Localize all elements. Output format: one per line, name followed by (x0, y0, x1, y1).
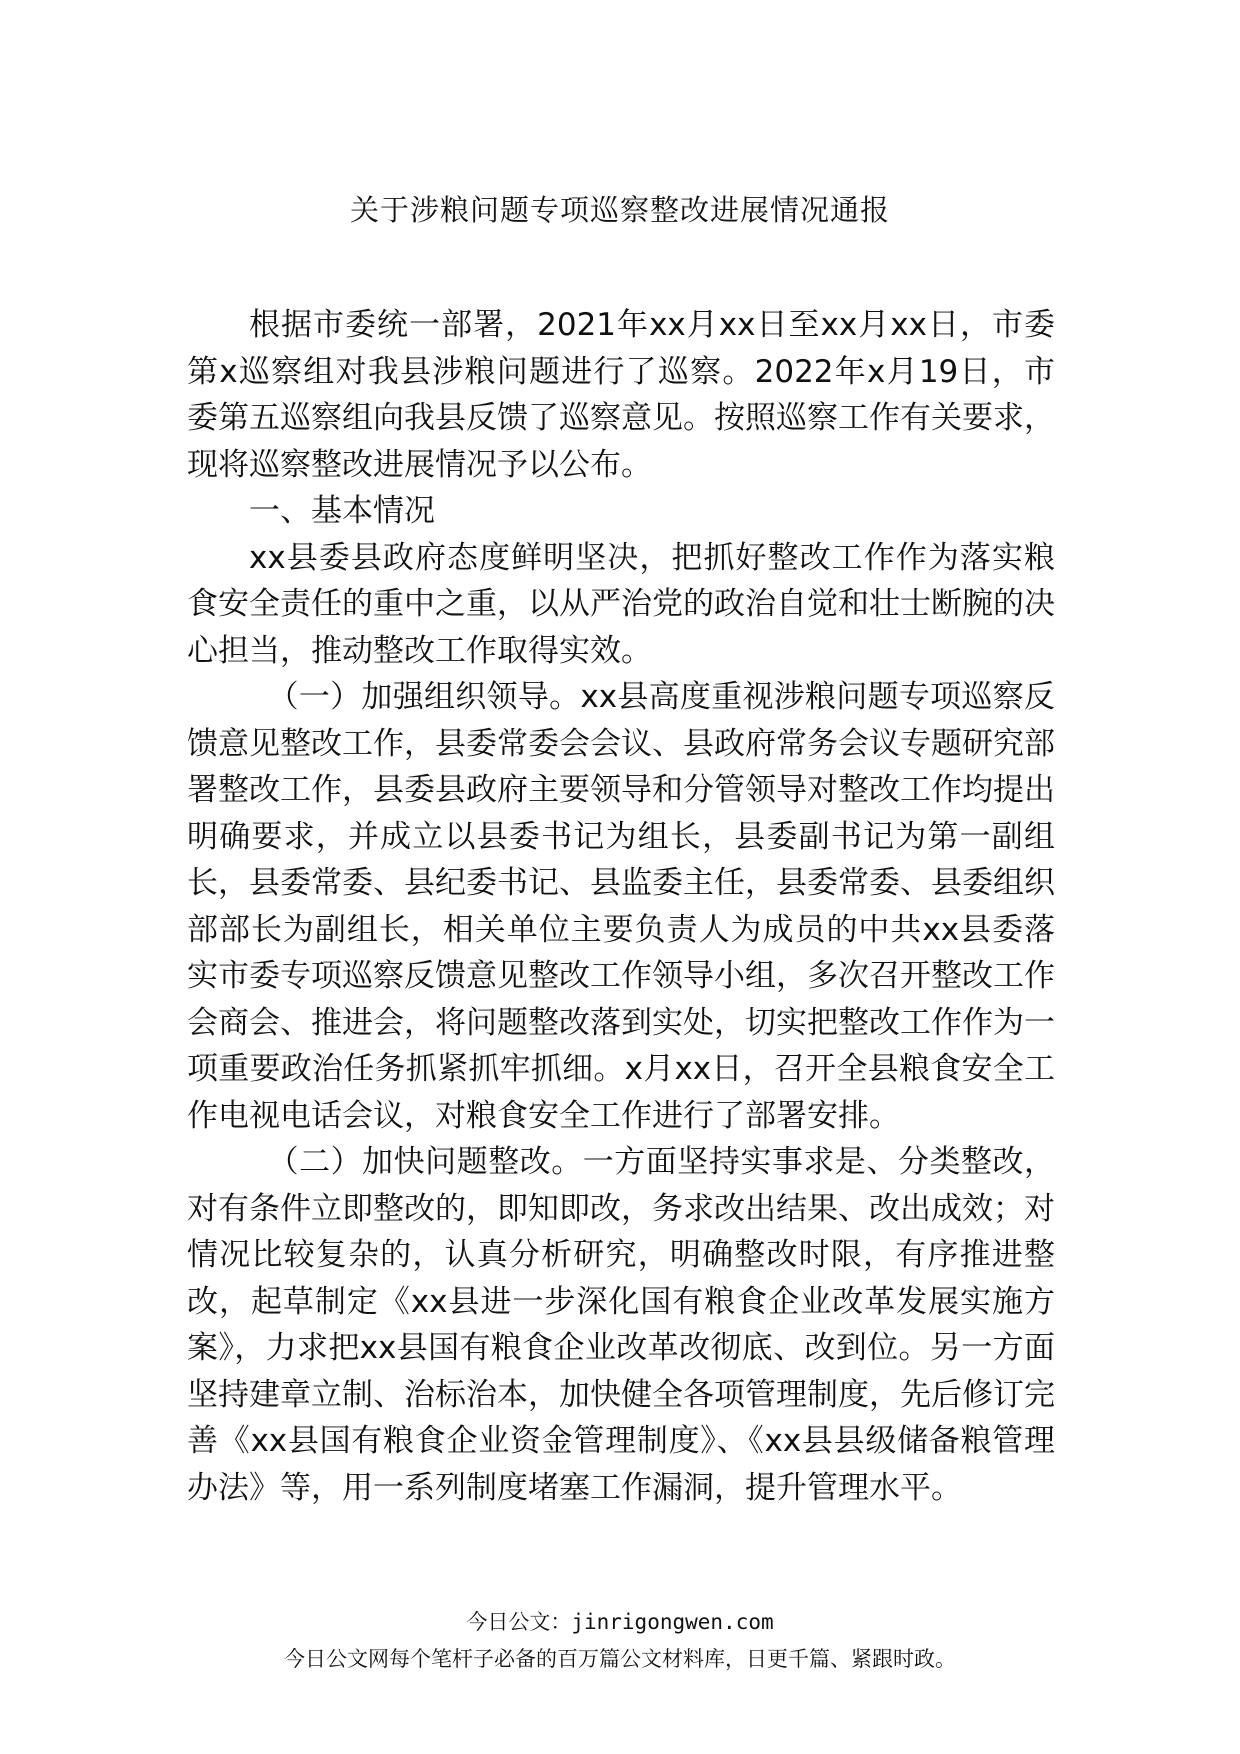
document-body (187, 302, 1055, 1511)
document-title: 关于涉粮问题专项巡察整改进展情况通报 (349, 193, 890, 227)
footer-site-line (0, 1606, 1240, 1636)
footer-slogan: 今日公文网每个笔杆子必备的百万篇公文材料库，日更千篇、紧跟时政。 (284, 1647, 956, 1671)
footer-site-label: 今日公文： (466, 1610, 572, 1634)
paragraph-basic-situation: xx县委县政府态度鲜明坚决，把抓好整改工作作为落实粮食安全责任的重中之重，以从严治党的政治自觉和壮士断腕的决心担当，推动整改工作取得实效。 (187, 539, 1055, 669)
section-heading-basic-situation: 一、基本情况 (249, 493, 435, 529)
paragraph-intro: 根据市委统一部署，2021年xx月xx日至xx月xx日，市委第x巡察组对我县涉粮问题进行了巡察。2022年x月19日，市委第五巡察组向我县反馈了巡察意见。按照巡察工作有关要求，现将巡察整改进展情况予以公布。 (187, 307, 1055, 483)
footer-site-link[interactable]: jinrigongwen.com (571, 1610, 774, 1634)
paragraph-problem-rectification: （二）加快问题整改。一方面坚持实事求是、分类整改，对有条件立即整改的，即知即改，务求改出结果、改出成效；对情况比较复杂的，认真分析研究，明确整改时限，有序推进整改，起草制定《xx县进一步深化国有粮食企业改革发展实施方案》，力求把xx县国有粮食企业改革改彻底、改到位。另一方面坚持建章立制、治标治本，加快健全各项管理制度，先后修订完善《xx县国有粮食企业资金管理制度》、《xx县县级储备粮管理办法》等，用一系列制度堵塞工作漏洞，提升管理水平。 (187, 1144, 1055, 1506)
paragraph-organization-leadership: （一）加强组织领导。xx县高度重视涉粮问题专项巡察反馈意见整改工作，县委常委会会议、县政府常务会议专题研究部署整改工作，县委县政府主要领导和分管领导对整改工作均提出明确要求，并成立以县委书记为组长，县委副书记为第一副组长，县委常委、县纪委书记、县监委主任，县委常委、县委组织部部长为副组长，相关单位主要负责人为成员的中共xx县委落实市委专项巡察反馈意见整改工作领导小组，多次召开整改工作会商会、推进会，将问题整改落到实处，切实把整改工作作为一项重要政治任务抓紧抓牢抓细。x月xx日，召开全县粮食安全工作电视电话会议，对粮食安全工作进行了部署安排。 (187, 679, 1055, 1134)
